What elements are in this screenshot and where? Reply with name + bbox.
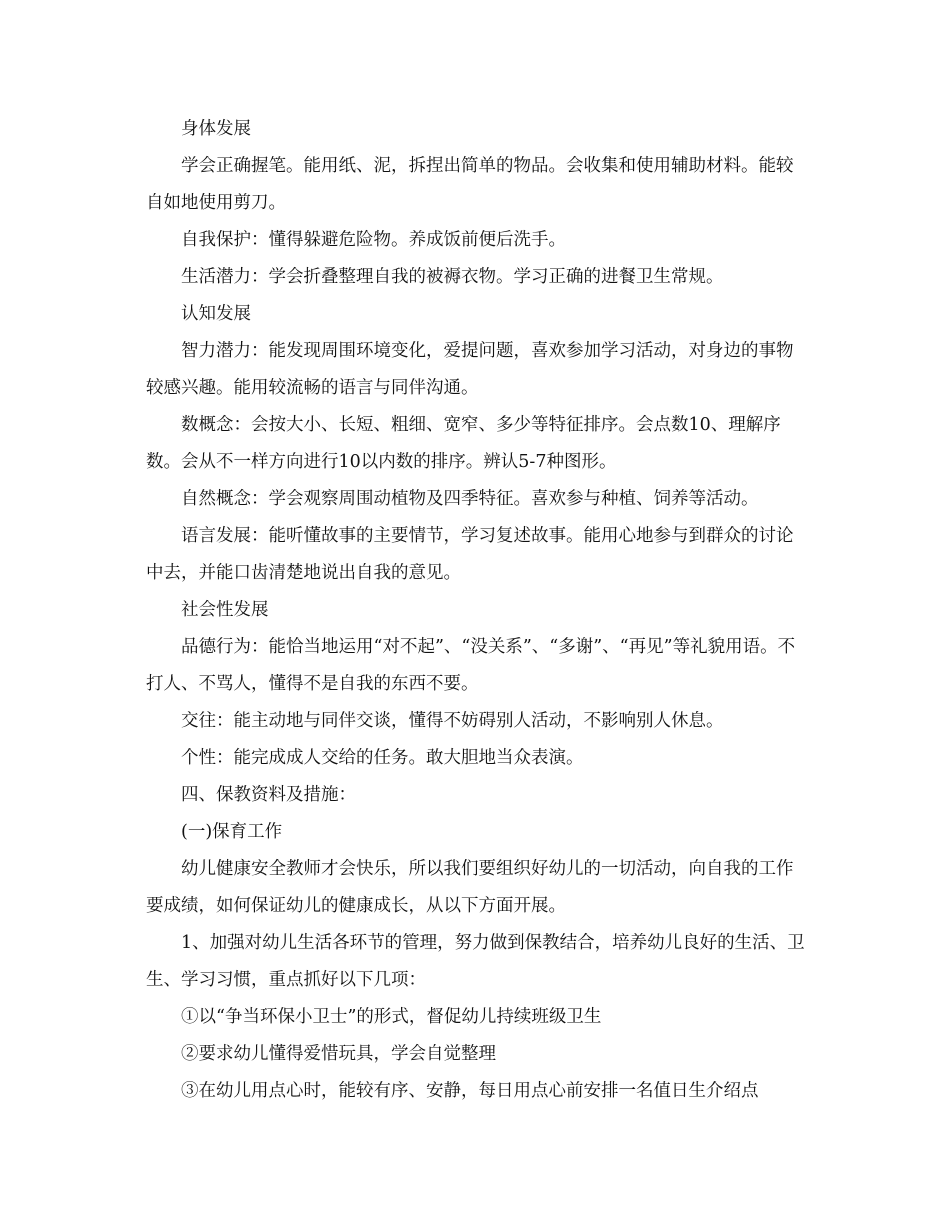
section-heading-social: 社会性发展 — [181, 600, 269, 620]
paragraph: 自我保护：懂得躲避危险物。养成饭前便后洗手。 — [181, 230, 566, 250]
paragraph: 品德行为：能恰当地运用“对不起”、“没关系”、“多谢”、“再见”等礼貌用语。不打人、不骂人，懂得不是自我的东西不要。 — [146, 637, 796, 694]
section-heading-physical: 身体发展 — [181, 119, 251, 139]
paragraph: 学会正确握笔。能用纸、泥，拆捏出简单的物品。会收集和使用辅助材料。能较自如地使用剪刀。 — [146, 156, 794, 213]
paragraph: 生活潜力：学会折叠整理自我的被褥衣物。学习正确的进餐卫生常规。 — [181, 267, 724, 287]
list-item: ②要求幼儿懂得爱惜玩具，学会自觉整理 — [181, 1044, 496, 1064]
paragraph: 自然概念：学会观察周围动植物及四季特征。喜欢参与种植、饲养等活动。 — [181, 489, 759, 509]
document-body — [146, 111, 806, 1110]
paragraph: 个性：能完成成人交给的任务。敢大胆地当众表演。 — [181, 748, 584, 768]
paragraph: 语言发展：能听懂故事的主要情节，学习复述故事。能用心地参与到群众的讨论中去，并能口齿清楚地说出自我的意见。 — [146, 526, 794, 583]
list-item: ①以“争当环保小卫士”的形式，督促幼儿持续班级卫生 — [181, 1007, 602, 1027]
paragraph: 幼儿健康安全教师才会快乐，所以我们要组织好幼儿的一切活动，向自我的工作要成绩，如何保证幼儿的健康成长，从以下方面开展。 — [146, 859, 794, 916]
paragraph: 1、加强对幼儿生活各环节的管理，努力做到保教结合，培养幼儿良好的生活、卫生、学习习惯，重点抓好以下几项： — [146, 933, 805, 990]
section-heading-cognitive: 认知发展 — [181, 304, 251, 324]
subsection-heading-care: (一)保育工作 — [181, 822, 283, 842]
list-item: ③在幼儿用点心时，能较有序、安静，每日用点心前安排一名值日生介绍点 — [181, 1081, 759, 1101]
paragraph: 交往：能主动地与同伴交谈，懂得不妨碍别人活动，不影响别人休息。 — [181, 711, 724, 731]
section-heading-measures: 四、保教资料及措施： — [181, 785, 356, 805]
paragraph: 数概念：会按大小、长短、粗细、宽窄、多少等特征排序。会点数10、理解序数。会从不一样方向进行10以内数的排序。辨认5-7种图形。 — [146, 415, 781, 472]
paragraph: 智力潜力：能发现周围环境变化，爱提问题，喜欢参加学习活动，对身边的事物较感兴趣。能用较流畅的语言与同伴沟通。 — [146, 341, 794, 398]
